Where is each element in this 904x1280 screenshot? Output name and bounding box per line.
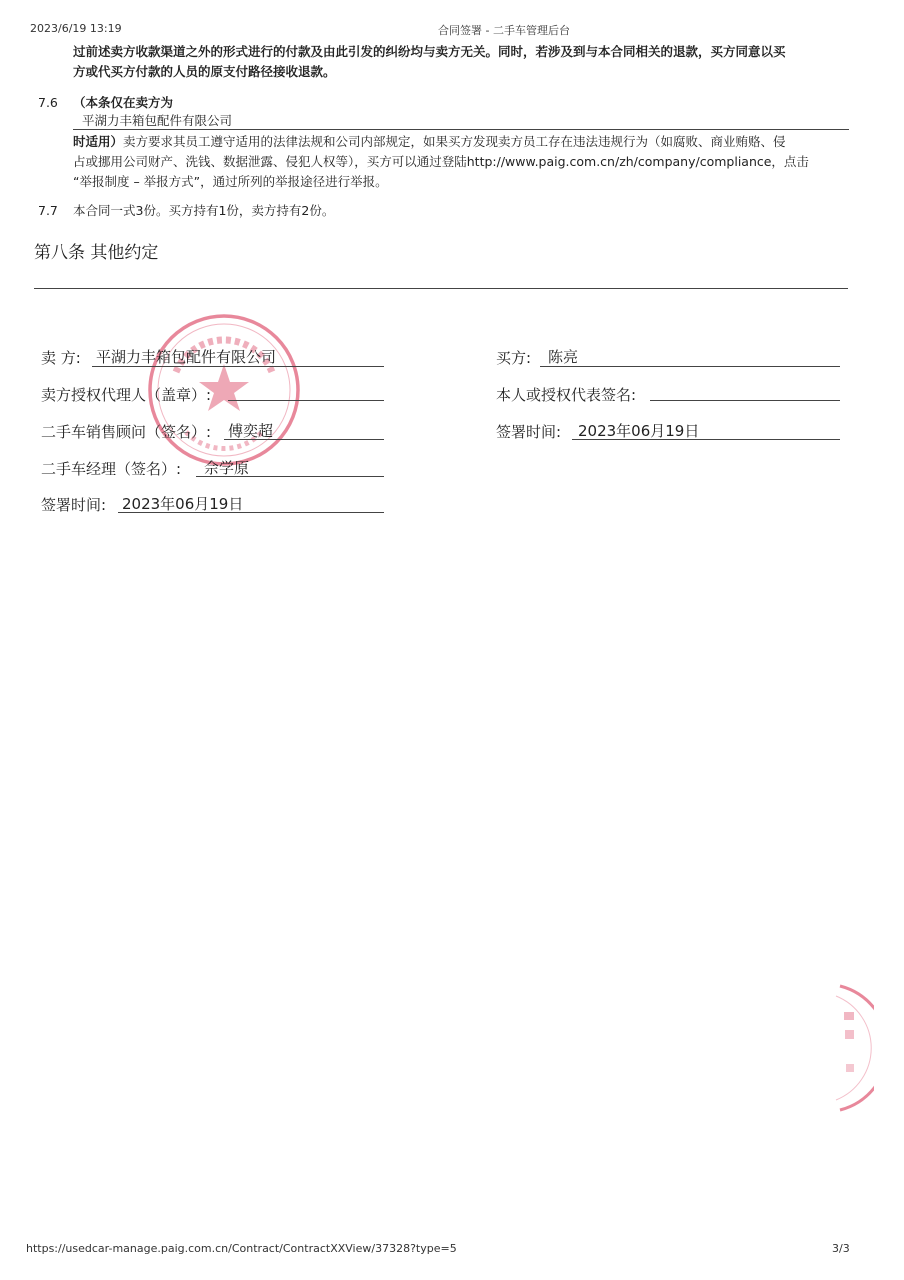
section-8-title: 第八条 其他约定 [34, 243, 159, 263]
seller-agent-label: 卖方授权代理人（盖章）: [41, 386, 212, 404]
buyer-date-line [572, 439, 840, 440]
buyer-date: 2023年06月19日 [578, 422, 700, 440]
section-8-blank-line [34, 288, 848, 289]
clause-7-6-line2: 占或挪用公司财产、洗钱、数据泄露、侵犯人权等），买方可以通过登陆http://www.paig.com.cn/zh/company/compliance，点击 [73, 154, 809, 169]
clause-7-6-line1 [73, 132, 853, 152]
clause-7-6-line1-rest: 卖方要求其员工遵守适用的法律法规和公司内部规定，如果买方发现卖方员工存在违法违规行为（如腐败、商业贿赂、侵 [123, 134, 786, 149]
clause-continuation-line2: 方或代买方付款的人员的原支付路径接收退款。 [73, 64, 336, 79]
manager-name: 佘学原 [204, 459, 250, 477]
clause-7-6-line3: “举报制度 – 举报方式”，通过所列的举报途径进行举报。 [73, 174, 388, 189]
clause-7-6-number: 7.6 [38, 95, 58, 110]
consultant-name: 傅奕超 [228, 422, 274, 440]
seller-date-label: 签署时间: [41, 496, 107, 514]
consultant-label: 二手车销售顾问（签名）: [41, 423, 212, 441]
print-page-title: 合同签署 - 二手车管理后台 [438, 24, 570, 37]
buyer-label: 买方: [496, 349, 532, 367]
manager-line [196, 476, 384, 477]
buyer-name-line [540, 366, 840, 367]
print-datetime: 2023/6/19 13:19 [30, 22, 122, 35]
clause-7-6-divider [73, 129, 849, 130]
footer-url: https://usedcar-manage.paig.com.cn/Contract/ContractXXView/37328?type=5 [26, 1242, 457, 1255]
seller-agent-line [228, 400, 384, 401]
clause-continuation-line1: 过前述卖方收款渠道之外的形式进行的付款及由此引发的纠纷均与卖方无关。同时，若涉及到与本合同相关的退款，买方同意以买 [73, 44, 786, 59]
consultant-line [224, 439, 384, 440]
clause-7-7-text: 本合同一式3份。买方持有1份，卖方持有2份。 [73, 203, 335, 218]
manager-label: 二手车经理（签名）: [41, 460, 182, 478]
buyer-rep-line [650, 400, 840, 401]
clause-7-6-prefix: （本条仅在卖方为 [73, 95, 174, 110]
seam-seal-stamp [834, 982, 874, 1114]
footer-page-number: 3/3 [832, 1242, 850, 1255]
seller-name: 平湖力丰箱包配件有限公司 [96, 348, 277, 366]
seller-label: 卖 方: [41, 349, 81, 367]
buyer-rep-label: 本人或授权代表签名: [496, 386, 637, 404]
clause-7-6-company: 平湖力丰箱包配件有限公司 [82, 113, 233, 128]
buyer-name: 陈亮 [548, 348, 579, 366]
seller-name-line [92, 366, 384, 367]
seller-date: 2023年06月19日 [122, 495, 244, 513]
clause-7-7-number: 7.7 [38, 203, 58, 218]
clause-7-6-bold-end: 时适用） [73, 134, 124, 149]
seller-date-line [118, 512, 384, 513]
buyer-date-label: 签署时间: [496, 423, 562, 441]
